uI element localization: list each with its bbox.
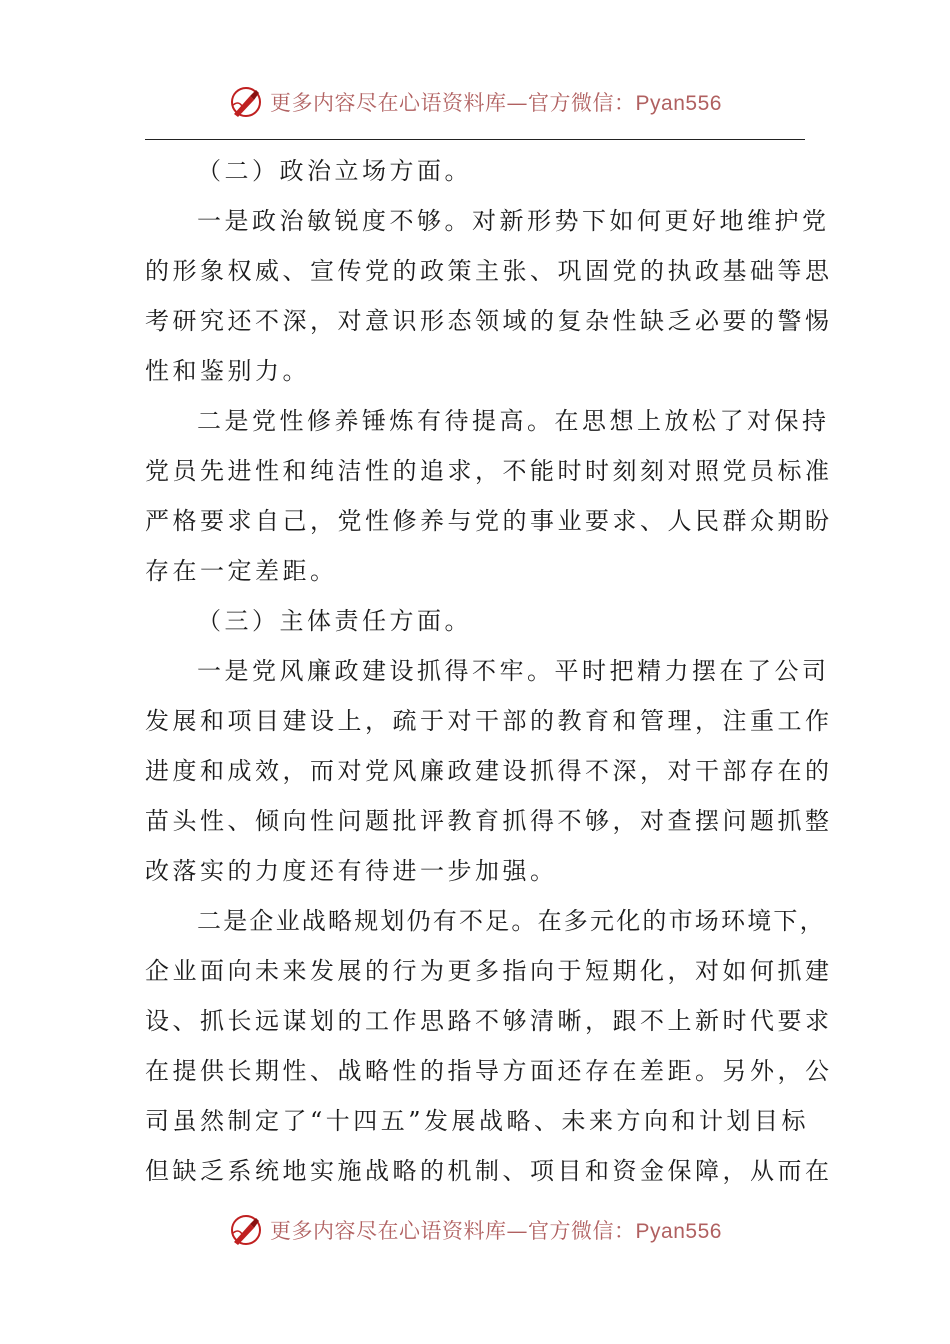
paragraph-line: 一是党风廉政建设抓得不牢。平时把精力摆在了公司 [197,657,830,685]
paragraph-line: 在提供长期性、战略性的指导方面还存在差距。另外，公 [145,1057,833,1085]
paragraph-line: 二是企业战略规划仍有不足。在多元化的市场环境下， [197,907,826,935]
paragraph-line: 改落实的力度还有待进一步加强。 [145,857,558,885]
paragraph-line: 司虽然制定了“十四五”发展战略、未来方向和计划目标 [145,1107,810,1135]
footer-wechat-id: Pyan556 [635,1220,722,1243]
pen-logo-icon [228,1212,264,1248]
paragraph-line: 的形象权威、宣传党的政策主张、巩固党的执政基础等思 [145,257,833,285]
paragraph-line: 苗头性、倾向性问题批评教育抓得不够，对查摆问题抓整 [145,807,833,835]
pen-logo-icon [228,84,264,120]
paragraph-line: 性和鉴别力。 [145,357,310,385]
paragraph-line: 发展和项目建设上，疏于对干部的教育和管理，注重工作 [145,707,833,735]
paragraph-line: 进度和成效，而对党风廉政建设抓得不深，对干部存在的 [145,757,833,785]
paragraph-line: 考研究还不深，对意识形态领域的复杂性缺乏必要的警惕 [145,307,833,335]
paragraph-line: 严格要求自己，党性修养与党的事业要求、人民群众期盼 [145,507,833,535]
paragraph-line: 一是政治敏锐度不够。对新形势下如何更好地维护党 [197,207,830,235]
header-wechat-id: Pyan556 [635,92,722,115]
paragraph-line: 设、抓长远谋划的工作思路不够清晰，跟不上新时代要求 [145,1007,833,1035]
paragraph-line: 二是党性修养锤炼有待提高。在思想上放松了对保持 [197,407,830,435]
footer-banner-text: 更多内容尽在心语资料库—官方微信：Pyan556 [270,1219,722,1243]
section-heading-main-responsibility: （三）主体责任方面。 [197,607,472,635]
header-watermark-banner [0,80,950,124]
header-divider [145,139,805,140]
section-heading-political-stance: （二）政治立场方面。 [197,157,472,185]
paragraph-line: 存在一定差距。 [145,557,338,585]
header-banner-text: 更多内容尽在心语资料库—官方微信：Pyan556 [270,91,722,115]
footer-watermark-banner [0,1208,950,1252]
paragraph-line: 但缺乏系统地实施战略的机制、项目和资金保障，从而在 [145,1157,833,1185]
paragraph-line: 党员先进性和纯洁性的追求，不能时时刻刻对照党员标准 [145,457,833,485]
paragraph-line: 企业面向未来发展的行为更多指向于短期化，对如何抓建 [145,957,833,985]
document-body [145,146,833,1196]
